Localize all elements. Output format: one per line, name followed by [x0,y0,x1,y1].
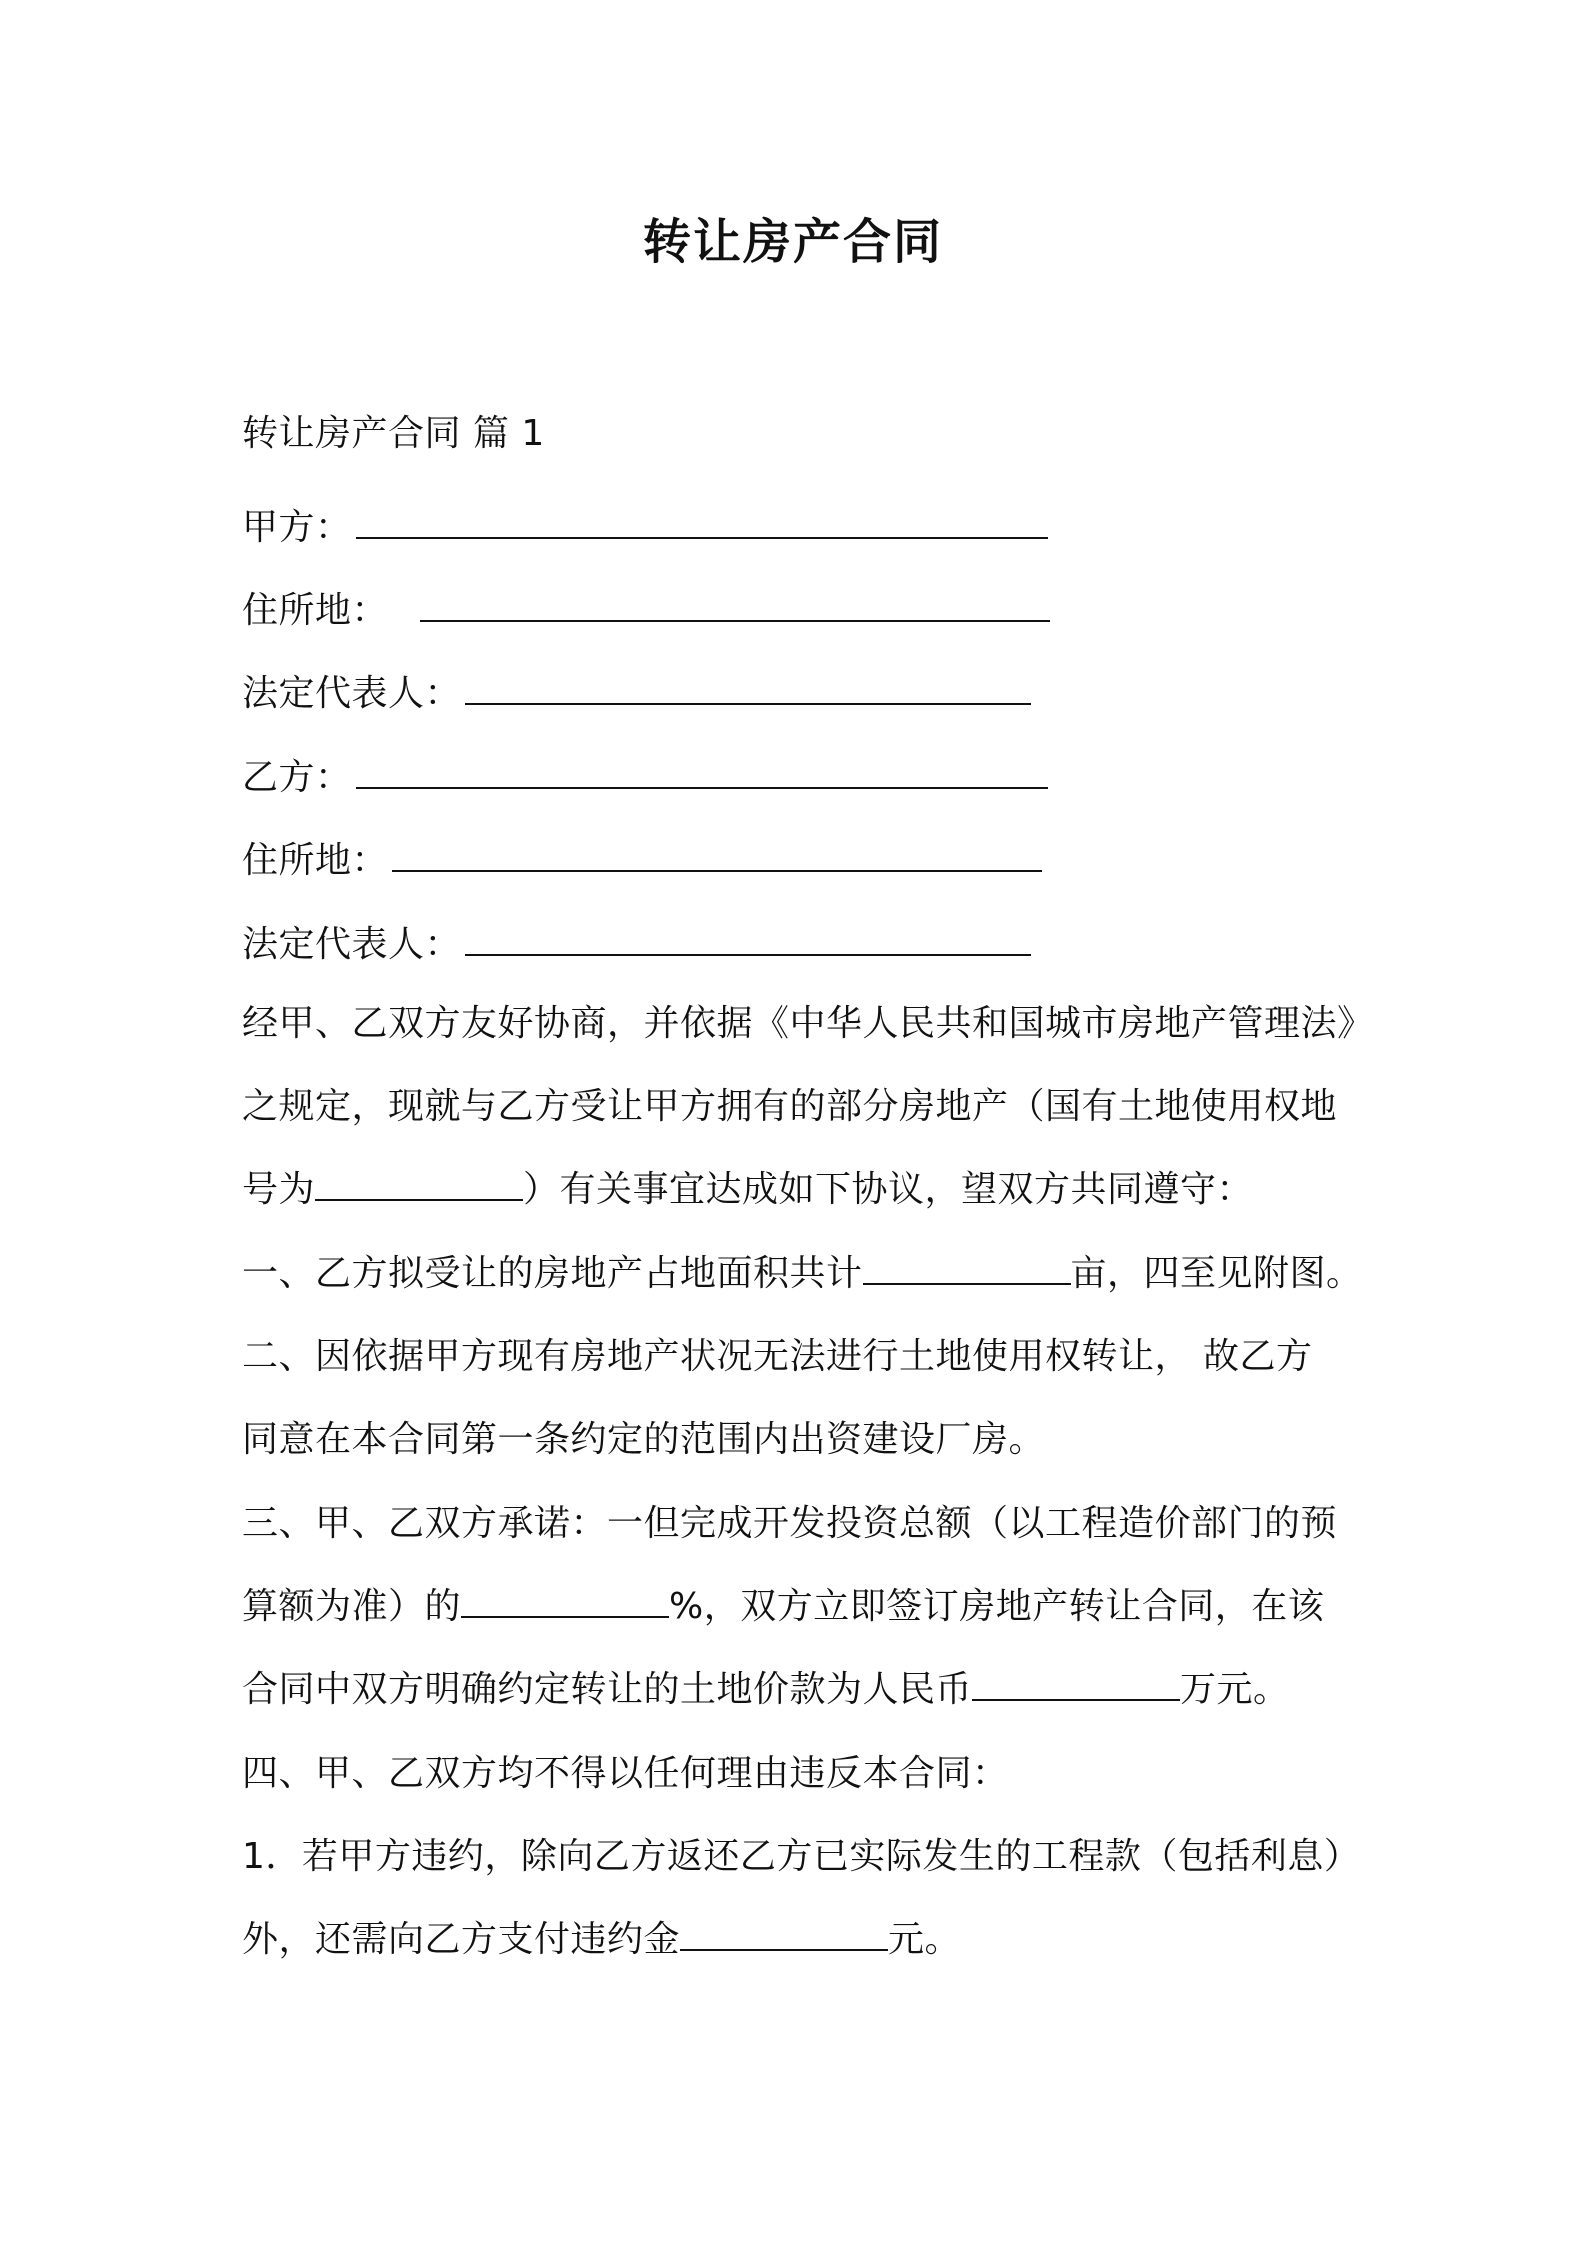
party-a-label: 甲方： [242,507,352,548]
clause-3-line-2 [242,1583,1324,1631]
clause-1-start: 一、乙方拟受让的房地产占地面积共计 [242,1253,863,1294]
party-b-address-field [242,837,1042,885]
clause-4-1-line-1: 1．若甲方违约，除向乙方返还乙方已实际发生的工程款（包括利息） [242,1836,1361,1877]
clause-3-line-2-end: %，双方立即签订房地产转让合同，在该 [669,1586,1325,1627]
party-b-field [242,754,1048,802]
party-a-representative-field [242,670,1031,718]
party-a-field [242,504,1048,552]
clause-4-1-line-2 [242,1916,961,1964]
clause-4-1-line-2-end: 元。 [888,1919,962,1960]
clause-4-1-line-2-start: 外，还需向乙方支付违约金 [242,1919,681,1960]
party-a-address-field [242,587,1050,635]
preamble-line-2: 之规定，现就与乙方受让甲方拥有的部分房地产（国有土地使用权地 [242,1086,1338,1127]
preamble-line-1: 经甲、乙双方友好协商，并依据《中华人民共和国城市房地产管理法》 [242,1003,1374,1044]
clause-3-line-2-start: 算额为准）的 [242,1586,462,1627]
clause-3-line-3-start: 合同中双方明确约定转让的土地价款为人民币 [242,1669,973,1710]
party-b-label: 乙方： [242,757,352,798]
clause-3-line-3-end: 万元。 [1180,1669,1290,1710]
party-b-representative-field [242,921,1031,969]
party-a-address-blank[interactable] [420,588,1050,622]
clause-1-end: 亩，四至见附图。 [1070,1253,1363,1294]
party-b-blank[interactable] [356,755,1048,789]
clause-4: 四、甲、乙双方均不得以任何理由违反本合同： [242,1753,1009,1794]
investment-percent-blank[interactable] [461,1584,669,1618]
clause-3-line-3 [242,1666,1290,1714]
land-area-blank[interactable] [863,1251,1071,1285]
clause-2-line-1: 二、因依据甲方现有房地产状况无法进行土地使用权转让， 故乙方 [242,1336,1313,1377]
clause-2-line-2: 同意在本合同第一条约定的范围内出资建设厂房。 [242,1419,1046,1460]
party-b-representative-blank[interactable] [465,922,1031,956]
party-a-blank[interactable] [356,505,1048,539]
document-title: 转让房产合同 [642,214,943,270]
document-subtitle: 转让房产合同 篇 1 [242,413,545,454]
preamble-line-3-end: ）有关事宜达成如下协议，望双方共同遵守： [523,1169,1254,1210]
party-a-representative-blank[interactable] [465,671,1031,705]
party-b-address-blank[interactable] [392,838,1042,872]
preamble-line-3 [242,1166,1253,1214]
clause-3-line-1: 三、甲、乙双方承诺：一但完成开发投资总额（以工程造价部门的预 [242,1503,1338,1544]
party-b-representative-label: 法定代表人： [242,924,462,965]
land-price-blank[interactable] [972,1667,1180,1701]
penalty-amount-blank[interactable] [680,1917,888,1951]
clause-1 [242,1250,1363,1298]
land-number-blank[interactable] [315,1167,523,1201]
preamble-line-3-start: 号为 [242,1169,316,1210]
party-a-address-label: 住所地： [242,590,389,631]
party-a-representative-label: 法定代表人： [242,673,462,714]
party-b-address-label: 住所地： [242,840,389,881]
